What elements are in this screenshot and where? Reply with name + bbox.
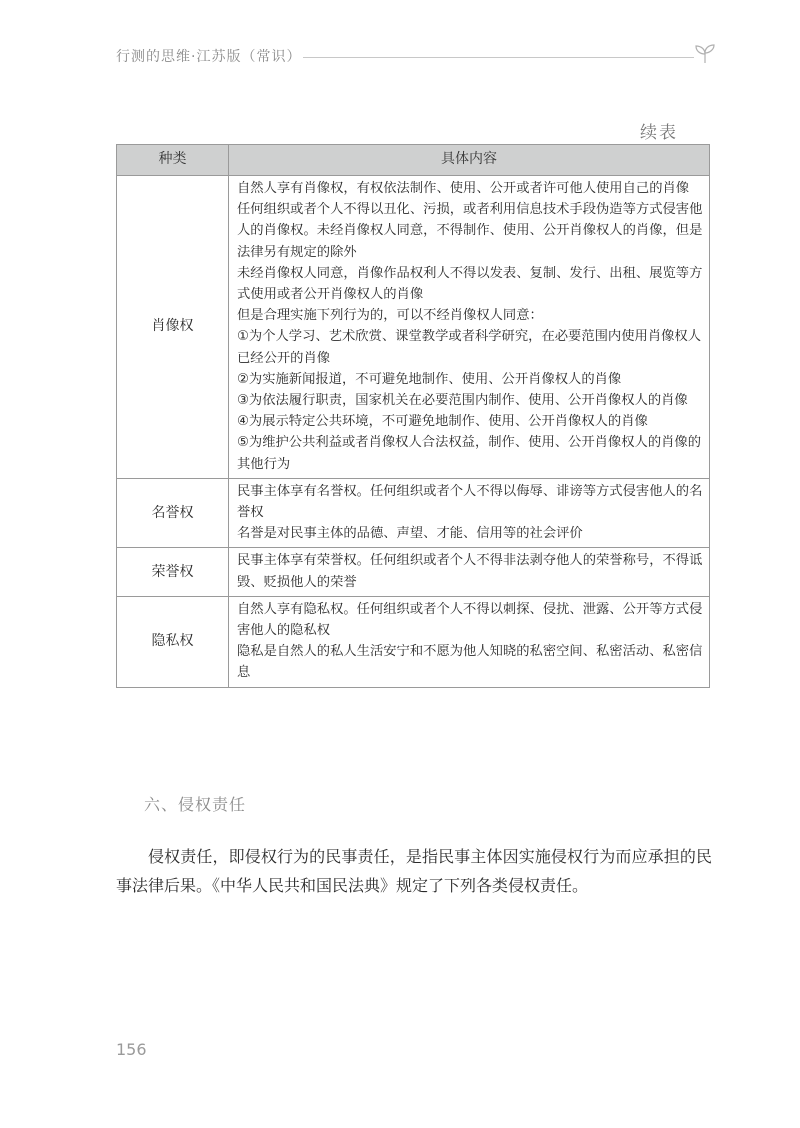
content-line: 民事主体享有荣誉权。任何组织或者个人不得非法剥夺他人的荣誉称号，不得诋毁、贬损他人的荣誉	[237, 553, 703, 590]
content-line: 民事主体享有名誉权。任何组织或者个人不得以侮辱、诽谤等方式侵害他人的名誉权	[237, 483, 703, 521]
right-content	[229, 478, 710, 548]
right-content	[229, 596, 710, 687]
running-header	[116, 44, 716, 70]
header-content: 具体内容	[229, 145, 710, 176]
header-type: 种类	[117, 145, 229, 176]
right-type: 荣誉权	[117, 548, 229, 596]
right-type: 名誉权	[117, 478, 229, 548]
table-row	[117, 596, 710, 687]
right-type: 肖像权	[117, 176, 229, 479]
content-line: ④为展示特定公共环境，不可避免地制作、使用、公开肖像权人的肖像	[237, 414, 648, 430]
page-number: 156	[116, 1040, 147, 1059]
content-line: 名誉是对民事主体的品德、声望、才能、信用等的社会评价	[237, 526, 583, 542]
content-line: 未经肖像权人同意，肖像作品权利人不得以发表、复制、发行、出租、展览等方式使用或者公开肖像权人的肖像	[237, 265, 703, 303]
content-line: 任何组织或者个人不得以丑化、污损，或者利用信息技术手段伪造等方式侵害他人的肖像权。未经肖像权人同意，不得制作、使用、公开肖像权人的肖像，但是法律另有规定的除外	[237, 202, 703, 260]
content-line: ①为个人学习、艺术欣赏、课堂教学或者科学研究，在必要范围内使用肖像权人已经公开的肖像	[237, 329, 702, 366]
right-type: 隐私权	[117, 596, 229, 687]
sprout-icon	[694, 44, 716, 64]
rights-table	[116, 144, 710, 688]
content-line: 自然人享有肖像权，有权依法制作、使用、公开或者许可他人使用自己的肖像	[237, 181, 690, 196]
header-rule	[303, 57, 694, 58]
content-line: ③为依法履行职责，国家机关在必要范围内制作、使用、公开肖像权人的肖像	[237, 393, 688, 409]
table-row	[117, 176, 710, 479]
content-line: 但是合理实施下列行为的，可以不经肖像权人同意：	[237, 308, 543, 324]
table-header-row	[117, 145, 710, 176]
content-line: 隐私是自然人的私人生活安宁和不愿为他人知晓的私密空间、私密活动、私密信息	[237, 644, 703, 681]
section-paragraph: 侵权责任，即侵权行为的民事责任，是指民事主体因实施侵权行为而应承担的民事法律后果。《中华人民共和国民法典》规定了下列各类侵权责任。	[116, 847, 712, 895]
content-line: ②为实施新闻报道，不可避免地制作、使用、公开肖像权人的肖像	[237, 371, 622, 387]
content-line: ⑤为维护公共利益或者肖像权人合法权益，制作、使用、公开肖像权人的肖像的其他行为	[237, 435, 702, 472]
content-line: 自然人享有隐私权。任何组织或者个人不得以刺探、侵扰、泄露、公开等方式侵害他人的隐私权	[237, 601, 703, 639]
table-row	[117, 478, 710, 548]
continued-label: 续表	[640, 123, 678, 143]
right-content	[229, 548, 710, 596]
book-title: 行测的思维·江苏版（常识）	[116, 49, 302, 65]
right-content	[229, 176, 710, 479]
table-row	[117, 548, 710, 596]
section-title: 六、侵权责任	[144, 795, 247, 814]
